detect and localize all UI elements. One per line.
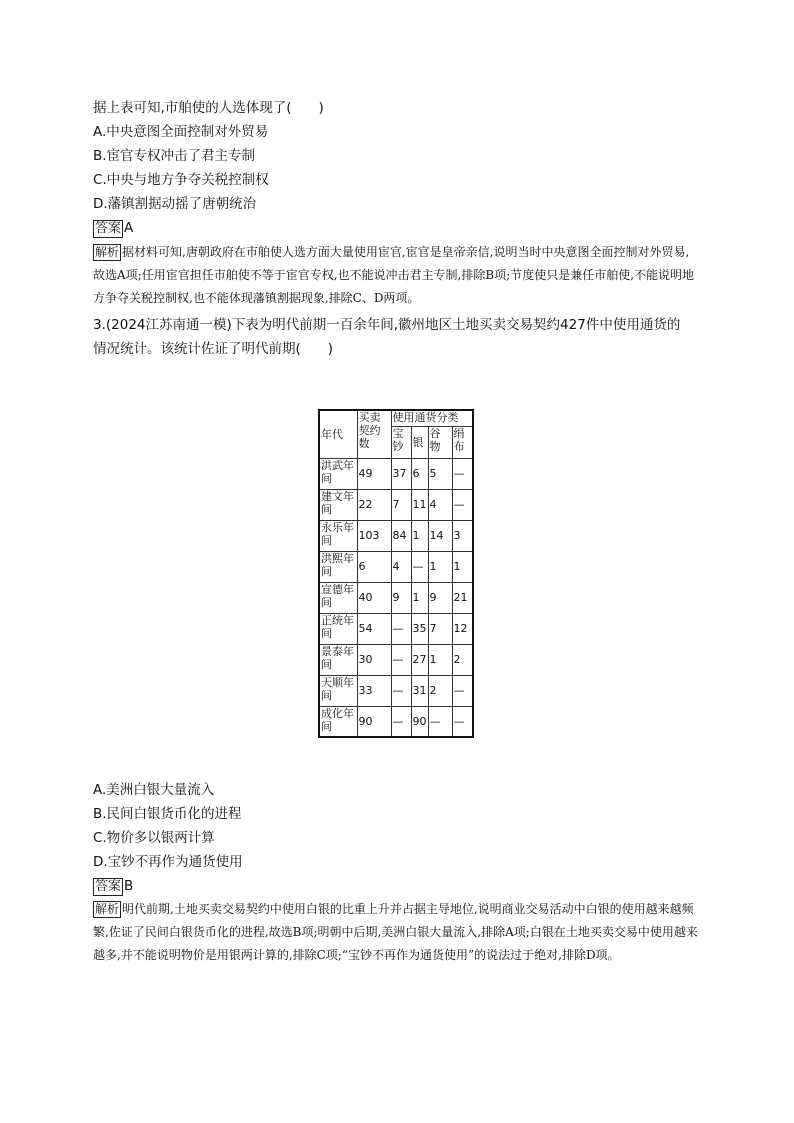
cell-era: 洪熙年间 (319, 551, 357, 582)
header-silver: 银 (411, 426, 428, 458)
answer-label: 答案 (95, 879, 122, 894)
q3-answer-value: B (124, 878, 134, 894)
cell-contracts: 103 (357, 520, 391, 551)
cell-baochao: — (391, 644, 411, 675)
cell-grain: 2 (428, 675, 452, 706)
cell-silk: 12 (452, 613, 473, 644)
q2-analysis (93, 241, 699, 310)
cell-era: 天顺年间 (319, 675, 357, 706)
header-grain: 谷物 (428, 426, 452, 458)
cell-grain: 1 (428, 644, 452, 675)
cell-baochao: 4 (391, 551, 411, 582)
q2-stem: 据上表可知,市舶使的人选体现了( ) (93, 100, 324, 116)
q3-stem-line2: 情况统计。该统计佐证了明代前期( ) (93, 341, 334, 357)
q3-option-d: D.宝钞不再作为通货使用 (93, 854, 243, 870)
cell-grain: 7 (428, 613, 452, 644)
cell-baochao: — (391, 613, 411, 644)
header-era: 年代 (319, 410, 357, 458)
cell-silver: 35 (411, 613, 428, 644)
cell-grain: — (428, 706, 452, 737)
cell-grain: 5 (428, 458, 452, 489)
cell-contracts: 90 (357, 706, 391, 737)
analysis-label: 解析 (95, 902, 120, 916)
cell-era: 建文年间 (319, 489, 357, 520)
cell-silk: — (452, 675, 473, 706)
q2-answer-value: A (124, 220, 134, 236)
table-row (319, 675, 473, 706)
cell-silver: 1 (411, 582, 428, 613)
q3-stem-line1: 3.(2024江苏南通一模)下表为明代前期一百余年间,徽州地区土地买卖交易契约427件中使用通货的 (93, 317, 681, 333)
cell-contracts: 6 (357, 551, 391, 582)
cell-era: 宣德年间 (319, 582, 357, 613)
cell-era: 洪武年间 (319, 458, 357, 489)
q2-answer-row (93, 218, 133, 238)
cell-baochao: — (391, 675, 411, 706)
q3-answer-row (93, 876, 133, 896)
cell-era: 景泰年间 (319, 644, 357, 675)
q3-option-b: B.民间白银货币化的进程 (93, 806, 242, 822)
cell-baochao: 37 (391, 458, 411, 489)
cell-grain: 9 (428, 582, 452, 613)
cell-silk: 21 (452, 582, 473, 613)
cell-grain: 1 (428, 551, 452, 582)
q2-option-b: B.宦官专权冲击了君主专制 (93, 148, 256, 164)
header-silk: 绢布 (452, 426, 473, 458)
cell-era: 正统年间 (319, 613, 357, 644)
q2-analysis-text: 据材料可知,唐朝政府在市舶使人选方面大量使用宦官,宦官是皇帝亲信,说明当时中央意图全面控制对外贸易,故选A项;任用宦官担任市舶使不等于宦官专权,也不能说冲击君主专制,排除B项;节度使只是兼任市舶使,不能说明地方争夺关税控制权,也不能体现藩镇割据现象,排除C、D两项。 (93, 245, 695, 305)
cell-baochao: 84 (391, 520, 411, 551)
header-baochao: 宝钞 (391, 426, 411, 458)
cell-silver: 31 (411, 675, 428, 706)
cell-grain: 4 (428, 489, 452, 520)
q2-option-c: C.中央与地方争夺关税控制权 (93, 172, 269, 188)
cell-contracts: 22 (357, 489, 391, 520)
cell-contracts: 54 (357, 613, 391, 644)
q3-option-c: C.物价多以银两计算 (93, 830, 215, 846)
q3-option-a: A.美洲白银大量流入 (93, 782, 215, 798)
header-contracts: 买卖契约数 (357, 410, 391, 458)
table-row (319, 551, 473, 582)
cell-silk: 1 (452, 551, 473, 582)
analysis-label: 解析 (95, 245, 120, 259)
cell-silk: 2 (452, 644, 473, 675)
cell-silk: — (452, 706, 473, 737)
q2-option-a: A.中央意图全面控制对外贸易 (93, 124, 269, 140)
cell-grain: 14 (428, 520, 452, 551)
cell-contracts: 40 (357, 582, 391, 613)
cell-silver: 11 (411, 489, 428, 520)
cell-silk: — (452, 489, 473, 520)
cell-era: 永乐年间 (319, 520, 357, 551)
cell-silver: 6 (411, 458, 428, 489)
cell-contracts: 49 (357, 458, 391, 489)
q2-option-d: D.藩镇割据动摇了唐朝统治 (93, 196, 257, 212)
cell-baochao: — (391, 706, 411, 737)
cell-contracts: 33 (357, 675, 391, 706)
table-row (319, 582, 473, 613)
answer-label: 答案 (95, 221, 122, 236)
cell-silk: — (452, 458, 473, 489)
table-row (319, 489, 473, 520)
table-row (319, 644, 473, 675)
cell-baochao: 9 (391, 582, 411, 613)
currency-table (318, 409, 474, 738)
q3-analysis-text: 明代前期,土地买卖交易契约中使用白银的比重上升并占据主导地位,说明商业交易活动中白银的使用越来越频繁,佐证了民间白银货币化的进程,故选B项;明朝中后期,美洲白银大量流入,排除A项;白银在土地买卖交易中使用越来越多,并不能说明物价是用银两计算的,排除C项;“宝钞不再作为通货使用”的说法过于绝对,排除D项。 (93, 902, 698, 962)
cell-baochao: 7 (391, 489, 411, 520)
cell-silver: 1 (411, 520, 428, 551)
table-row (319, 706, 473, 737)
q3-analysis (93, 898, 699, 967)
cell-silver: — (411, 551, 428, 582)
table-row (319, 520, 473, 551)
cell-silk: 3 (452, 520, 473, 551)
cell-silver: 27 (411, 644, 428, 675)
cell-era: 成化年间 (319, 706, 357, 737)
table-row (319, 458, 473, 489)
cell-contracts: 30 (357, 644, 391, 675)
header-currency-group: 使用通货分类 (391, 410, 473, 426)
table-row (319, 613, 473, 644)
cell-silver: 90 (411, 706, 428, 737)
